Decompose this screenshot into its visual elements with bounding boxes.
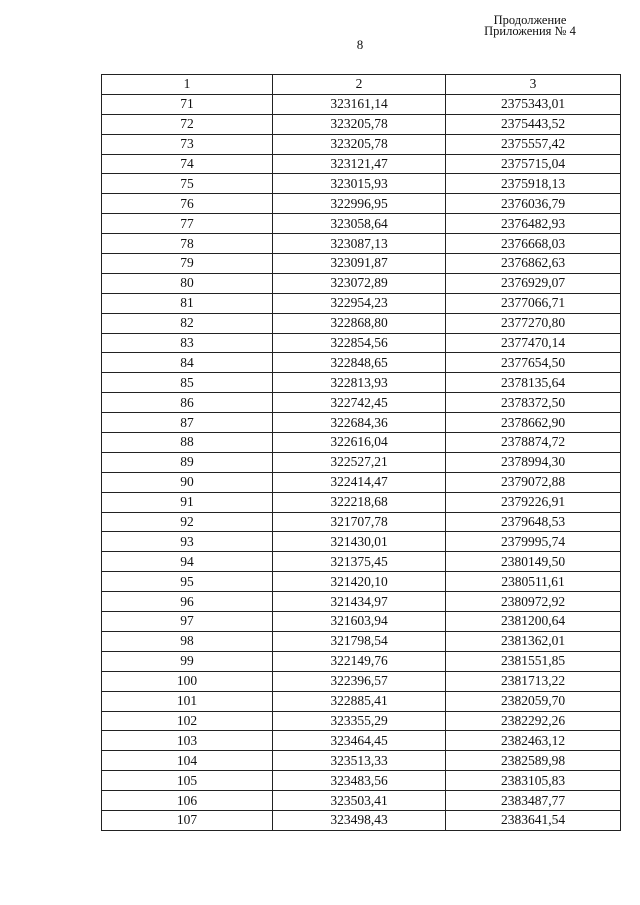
point-number-cell: 99: [102, 651, 273, 671]
point-number-cell: 91: [102, 492, 273, 512]
point-number-cell: 94: [102, 552, 273, 572]
x-coordinate-cell: 321420,10: [273, 572, 446, 592]
x-coordinate-cell: 322868,80: [273, 313, 446, 333]
table-row: [102, 791, 621, 811]
y-coordinate-cell: 2375715,04: [446, 154, 621, 174]
point-number-cell: 87: [102, 413, 273, 433]
x-coordinate-cell: 321707,78: [273, 512, 446, 532]
y-coordinate-cell: 2382463,12: [446, 731, 621, 751]
table-row: [102, 711, 621, 731]
table-row: [102, 691, 621, 711]
x-coordinate-cell: 323161,14: [273, 94, 446, 114]
x-coordinate-cell: 323205,78: [273, 114, 446, 134]
table-row: [102, 612, 621, 632]
point-number-cell: 72: [102, 114, 273, 134]
x-coordinate-cell: 322527,21: [273, 452, 446, 472]
x-coordinate-cell: 323205,78: [273, 134, 446, 154]
x-coordinate-cell: 322396,57: [273, 671, 446, 691]
point-number-cell: 77: [102, 214, 273, 234]
y-coordinate-cell: 2377066,71: [446, 293, 621, 313]
y-coordinate-cell: 2380972,92: [446, 592, 621, 612]
point-number-cell: 96: [102, 592, 273, 612]
y-coordinate-cell: 2375343,01: [446, 94, 621, 114]
point-number-cell: 71: [102, 94, 273, 114]
y-coordinate-cell: 2376862,63: [446, 254, 621, 274]
table-row: [102, 134, 621, 154]
x-coordinate-cell: 322414,47: [273, 472, 446, 492]
table-row: [102, 94, 621, 114]
x-coordinate-cell: 322996,95: [273, 194, 446, 214]
y-coordinate-cell: 2376482,93: [446, 214, 621, 234]
y-coordinate-cell: 2380511,61: [446, 572, 621, 592]
y-coordinate-cell: 2383641,54: [446, 810, 621, 830]
x-coordinate-cell: 323503,41: [273, 791, 446, 811]
table-row: [102, 234, 621, 254]
y-coordinate-cell: 2378874,72: [446, 433, 621, 453]
table-row: [102, 433, 621, 453]
point-number-cell: 89: [102, 452, 273, 472]
y-coordinate-cell: 2382059,70: [446, 691, 621, 711]
x-coordinate-cell: 323121,47: [273, 154, 446, 174]
y-coordinate-cell: 2379072,88: [446, 472, 621, 492]
point-number-cell: 102: [102, 711, 273, 731]
table-row: [102, 393, 621, 413]
table-row: [102, 293, 621, 313]
x-coordinate-cell: 322218,68: [273, 492, 446, 512]
y-coordinate-cell: 2378135,64: [446, 373, 621, 393]
x-coordinate-cell: 323513,33: [273, 751, 446, 771]
point-number-cell: 92: [102, 512, 273, 532]
table-row: [102, 452, 621, 472]
coordinates-table: [101, 74, 621, 831]
x-coordinate-cell: 323483,56: [273, 771, 446, 791]
x-coordinate-cell: 323072,89: [273, 273, 446, 293]
appendix-label: Приложения № 4: [484, 24, 576, 38]
x-coordinate-cell: 321798,54: [273, 631, 446, 651]
table-row: [102, 114, 621, 134]
point-number-cell: 78: [102, 234, 273, 254]
point-number-cell: 107: [102, 810, 273, 830]
table-row: [102, 273, 621, 293]
y-coordinate-cell: 2383487,77: [446, 791, 621, 811]
table-row: [102, 174, 621, 194]
y-coordinate-cell: 2379648,53: [446, 512, 621, 532]
x-coordinate-cell: 322854,56: [273, 333, 446, 353]
x-coordinate-cell: 321603,94: [273, 612, 446, 632]
table-row: [102, 194, 621, 214]
y-coordinate-cell: 2383105,83: [446, 771, 621, 791]
table-row: [102, 592, 621, 612]
x-coordinate-cell: 323498,43: [273, 810, 446, 830]
x-coordinate-cell: 321430,01: [273, 532, 446, 552]
table-row: [102, 532, 621, 552]
continuation-label: Продолжение: [493, 13, 567, 27]
y-coordinate-cell: 2382292,26: [446, 711, 621, 731]
x-coordinate-cell: 323087,13: [273, 234, 446, 254]
column-header-2: 2: [273, 75, 446, 95]
y-coordinate-cell: 2375918,13: [446, 174, 621, 194]
y-coordinate-cell: 2375443,52: [446, 114, 621, 134]
x-coordinate-cell: 322848,65: [273, 353, 446, 373]
y-coordinate-cell: 2378662,90: [446, 413, 621, 433]
table-row: [102, 731, 621, 751]
point-number-cell: 95: [102, 572, 273, 592]
header-row: [102, 75, 621, 95]
x-coordinate-cell: 323058,64: [273, 214, 446, 234]
table-row: [102, 671, 621, 691]
point-number-cell: 79: [102, 254, 273, 274]
table-row: [102, 214, 621, 234]
point-number-cell: 86: [102, 393, 273, 413]
point-number-cell: 101: [102, 691, 273, 711]
point-number-cell: 82: [102, 313, 273, 333]
column-header-1: 1: [102, 75, 273, 95]
point-number-cell: 103: [102, 731, 273, 751]
x-coordinate-cell: 322616,04: [273, 433, 446, 453]
table-row: [102, 651, 621, 671]
point-number-cell: 85: [102, 373, 273, 393]
y-coordinate-cell: 2381713,22: [446, 671, 621, 691]
y-coordinate-cell: 2376929,07: [446, 273, 621, 293]
table-row: [102, 154, 621, 174]
point-number-cell: 74: [102, 154, 273, 174]
x-coordinate-cell: 323091,87: [273, 254, 446, 274]
table-row: [102, 353, 621, 373]
x-coordinate-cell: 323464,45: [273, 731, 446, 751]
column-header-3: 3: [446, 75, 621, 95]
x-coordinate-cell: 322149,76: [273, 651, 446, 671]
table-row: [102, 333, 621, 353]
y-coordinate-cell: 2377270,80: [446, 313, 621, 333]
point-number-cell: 105: [102, 771, 273, 791]
x-coordinate-cell: 322742,45: [273, 393, 446, 413]
y-coordinate-cell: 2376668,03: [446, 234, 621, 254]
point-number-cell: 83: [102, 333, 273, 353]
table-row: [102, 492, 621, 512]
point-number-cell: 75: [102, 174, 273, 194]
y-coordinate-cell: 2377654,50: [446, 353, 621, 373]
table-row: [102, 552, 621, 572]
point-number-cell: 100: [102, 671, 273, 691]
point-number-cell: 76: [102, 194, 273, 214]
table-row: [102, 751, 621, 771]
table-row: [102, 512, 621, 532]
y-coordinate-cell: 2377470,14: [446, 333, 621, 353]
table-row: [102, 472, 621, 492]
table-row: [102, 313, 621, 333]
y-coordinate-cell: 2379995,74: [446, 532, 621, 552]
point-number-cell: 104: [102, 751, 273, 771]
table-row: [102, 413, 621, 433]
x-coordinate-cell: 322684,36: [273, 413, 446, 433]
y-coordinate-cell: 2378372,50: [446, 393, 621, 413]
point-number-cell: 97: [102, 612, 273, 632]
point-number-cell: 84: [102, 353, 273, 373]
y-coordinate-cell: 2381551,85: [446, 651, 621, 671]
table-row: [102, 373, 621, 393]
point-number-cell: 80: [102, 273, 273, 293]
point-number-cell: 81: [102, 293, 273, 313]
table-row: [102, 254, 621, 274]
x-coordinate-cell: 322885,41: [273, 691, 446, 711]
table-row: [102, 631, 621, 651]
x-coordinate-cell: 323015,93: [273, 174, 446, 194]
table-body: [102, 94, 621, 830]
y-coordinate-cell: 2376036,79: [446, 194, 621, 214]
x-coordinate-cell: 323355,29: [273, 711, 446, 731]
y-coordinate-cell: 2375557,42: [446, 134, 621, 154]
x-coordinate-cell: 322954,23: [273, 293, 446, 313]
x-coordinate-cell: 321375,45: [273, 552, 446, 572]
x-coordinate-cell: 321434,97: [273, 592, 446, 612]
point-number-cell: 98: [102, 631, 273, 651]
point-number-cell: 88: [102, 433, 273, 453]
y-coordinate-cell: 2379226,91: [446, 492, 621, 512]
y-coordinate-cell: 2381200,64: [446, 612, 621, 632]
y-coordinate-cell: 2380149,50: [446, 552, 621, 572]
point-number-cell: 106: [102, 791, 273, 811]
point-number-cell: 90: [102, 472, 273, 492]
y-coordinate-cell: 2378994,30: [446, 452, 621, 472]
y-coordinate-cell: 2382589,98: [446, 751, 621, 771]
x-coordinate-cell: 322813,93: [273, 373, 446, 393]
page-number: 8: [356, 37, 364, 52]
table-row: [102, 810, 621, 830]
table-header: [102, 75, 621, 95]
table-row: [102, 572, 621, 592]
y-coordinate-cell: 2381362,01: [446, 631, 621, 651]
appendix-continuation-note: [470, 15, 590, 37]
point-number-cell: 73: [102, 134, 273, 154]
table-row: [102, 771, 621, 791]
point-number-cell: 93: [102, 532, 273, 552]
